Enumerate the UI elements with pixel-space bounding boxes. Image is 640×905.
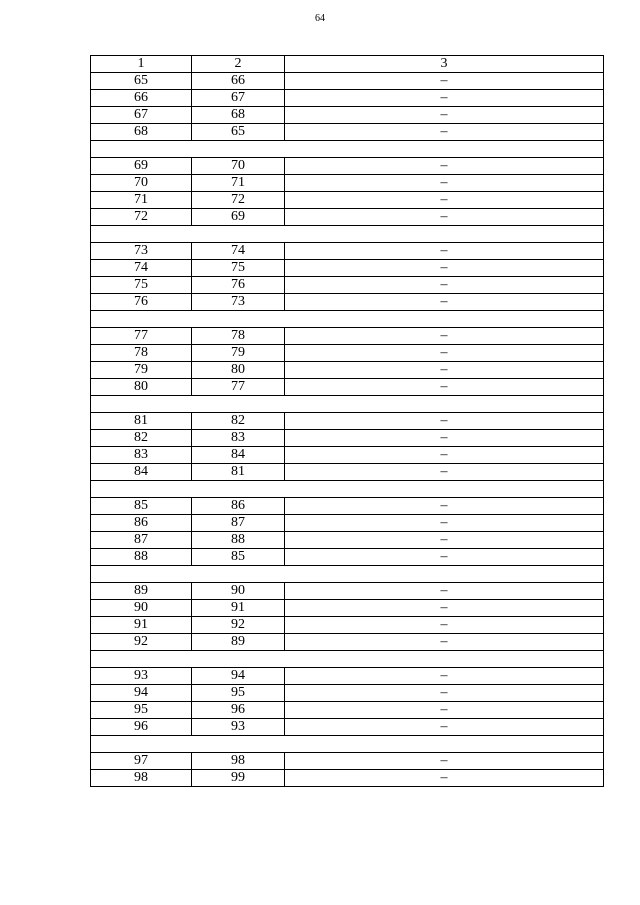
table-cell: 71 bbox=[192, 175, 285, 192]
table-cell: 87 bbox=[91, 532, 192, 549]
table-row bbox=[91, 532, 604, 549]
table-row bbox=[91, 685, 604, 702]
group-separator-row bbox=[91, 736, 604, 753]
table-row bbox=[91, 362, 604, 379]
table-cell: 79 bbox=[192, 345, 285, 362]
table-cell: 90 bbox=[192, 583, 285, 600]
column-header: 1 bbox=[91, 56, 192, 73]
table-row bbox=[91, 702, 604, 719]
table-cell: – bbox=[285, 379, 604, 396]
table-cell: 70 bbox=[192, 158, 285, 175]
table-cell: 78 bbox=[91, 345, 192, 362]
table-row bbox=[91, 328, 604, 345]
table-row bbox=[91, 719, 604, 736]
table-cell: 91 bbox=[91, 617, 192, 634]
table-cell: 69 bbox=[91, 158, 192, 175]
table-cell: 88 bbox=[91, 549, 192, 566]
table-row bbox=[91, 209, 604, 226]
table-cell: – bbox=[285, 719, 604, 736]
table-row bbox=[91, 753, 604, 770]
separator-cell bbox=[91, 226, 604, 243]
page-number: 64 bbox=[315, 13, 325, 24]
table-cell: 76 bbox=[192, 277, 285, 294]
table-row bbox=[91, 770, 604, 787]
group-separator-row bbox=[91, 396, 604, 413]
table-cell: – bbox=[285, 243, 604, 260]
table-cell: 65 bbox=[192, 124, 285, 141]
table-row bbox=[91, 430, 604, 447]
table-cell: 79 bbox=[91, 362, 192, 379]
table-row bbox=[91, 447, 604, 464]
table-cell: 65 bbox=[91, 73, 192, 90]
table-cell: 85 bbox=[192, 549, 285, 566]
table-cell: 68 bbox=[91, 124, 192, 141]
table-cell: 86 bbox=[91, 515, 192, 532]
table-cell: 92 bbox=[192, 617, 285, 634]
table-cell: – bbox=[285, 430, 604, 447]
table-cell: 67 bbox=[192, 90, 285, 107]
table-cell: – bbox=[285, 413, 604, 430]
group-separator-row bbox=[91, 566, 604, 583]
table-cell: 84 bbox=[192, 447, 285, 464]
table-cell: – bbox=[285, 583, 604, 600]
table-cell: 93 bbox=[91, 668, 192, 685]
table-row bbox=[91, 464, 604, 481]
table-cell: 82 bbox=[91, 430, 192, 447]
table-cell: 95 bbox=[91, 702, 192, 719]
table-cell: 92 bbox=[91, 634, 192, 651]
table-cell: – bbox=[285, 345, 604, 362]
table-row bbox=[91, 413, 604, 430]
table-row bbox=[91, 617, 604, 634]
table-cell: 89 bbox=[91, 583, 192, 600]
table-cell: – bbox=[285, 124, 604, 141]
table-cell: 71 bbox=[91, 192, 192, 209]
table-row bbox=[91, 549, 604, 566]
table-cell: – bbox=[285, 702, 604, 719]
table-row bbox=[91, 345, 604, 362]
table-cell: 72 bbox=[91, 209, 192, 226]
table-cell: 86 bbox=[192, 498, 285, 515]
table-cell: 73 bbox=[192, 294, 285, 311]
table-cell: 77 bbox=[91, 328, 192, 345]
separator-cell bbox=[91, 481, 604, 498]
table-cell: – bbox=[285, 158, 604, 175]
table-row bbox=[91, 583, 604, 600]
table-cell: – bbox=[285, 464, 604, 481]
group-separator-row bbox=[91, 226, 604, 243]
table-cell: – bbox=[285, 617, 604, 634]
table-cell: – bbox=[285, 532, 604, 549]
group-separator-row bbox=[91, 141, 604, 158]
table-cell: 82 bbox=[192, 413, 285, 430]
column-header: 2 bbox=[192, 56, 285, 73]
table-cell: 66 bbox=[192, 73, 285, 90]
table-header-row bbox=[91, 56, 604, 73]
table-cell: – bbox=[285, 90, 604, 107]
table-cell: – bbox=[285, 634, 604, 651]
table-cell: 96 bbox=[91, 719, 192, 736]
table-cell: 75 bbox=[91, 277, 192, 294]
table-cell: – bbox=[285, 685, 604, 702]
table-cell: 99 bbox=[192, 770, 285, 787]
table-row bbox=[91, 90, 604, 107]
table-cell: 70 bbox=[91, 175, 192, 192]
table-cell: 80 bbox=[192, 362, 285, 379]
table-cell: – bbox=[285, 73, 604, 90]
table-cell: 66 bbox=[91, 90, 192, 107]
table-cell: 76 bbox=[91, 294, 192, 311]
table-row bbox=[91, 107, 604, 124]
table-cell: – bbox=[285, 770, 604, 787]
separator-cell bbox=[91, 566, 604, 583]
table-cell: 72 bbox=[192, 192, 285, 209]
table-row bbox=[91, 192, 604, 209]
table-cell: 69 bbox=[192, 209, 285, 226]
table-cell: 98 bbox=[192, 753, 285, 770]
table-cell: 97 bbox=[91, 753, 192, 770]
table-cell: 84 bbox=[91, 464, 192, 481]
separator-cell bbox=[91, 311, 604, 328]
table-row bbox=[91, 158, 604, 175]
table-cell: 67 bbox=[91, 107, 192, 124]
group-separator-row bbox=[91, 311, 604, 328]
table-cell: 74 bbox=[91, 260, 192, 277]
table-cell: – bbox=[285, 209, 604, 226]
table-row bbox=[91, 515, 604, 532]
table-cell: – bbox=[285, 260, 604, 277]
table-cell: 87 bbox=[192, 515, 285, 532]
table-row bbox=[91, 175, 604, 192]
table-row bbox=[91, 600, 604, 617]
table-cell: 95 bbox=[192, 685, 285, 702]
group-separator-row bbox=[91, 481, 604, 498]
table-cell: 93 bbox=[192, 719, 285, 736]
table-cell: 83 bbox=[192, 430, 285, 447]
table-cell: – bbox=[285, 107, 604, 124]
table-cell: – bbox=[285, 600, 604, 617]
separator-cell bbox=[91, 396, 604, 413]
table-cell: 80 bbox=[91, 379, 192, 396]
table-row bbox=[91, 243, 604, 260]
table-row bbox=[91, 73, 604, 90]
table-cell: 94 bbox=[192, 668, 285, 685]
table-row bbox=[91, 668, 604, 685]
table-cell: 73 bbox=[91, 243, 192, 260]
table-cell: – bbox=[285, 294, 604, 311]
table-body bbox=[91, 56, 604, 787]
table-row bbox=[91, 498, 604, 515]
column-header: 3 bbox=[285, 56, 604, 73]
separator-cell bbox=[91, 651, 604, 668]
table-cell: 81 bbox=[91, 413, 192, 430]
table-cell: 68 bbox=[192, 107, 285, 124]
table-cell: – bbox=[285, 277, 604, 294]
table-row bbox=[91, 124, 604, 141]
table-cell: 88 bbox=[192, 532, 285, 549]
table-cell: 96 bbox=[192, 702, 285, 719]
table-row bbox=[91, 379, 604, 396]
table-row bbox=[91, 294, 604, 311]
table-cell: 91 bbox=[192, 600, 285, 617]
table-cell: – bbox=[285, 192, 604, 209]
table-cell: 90 bbox=[91, 600, 192, 617]
table-cell: – bbox=[285, 362, 604, 379]
table-cell: – bbox=[285, 447, 604, 464]
separator-cell bbox=[91, 736, 604, 753]
table-cell: – bbox=[285, 175, 604, 192]
table-cell: – bbox=[285, 668, 604, 685]
table-row bbox=[91, 634, 604, 651]
table-cell: 89 bbox=[192, 634, 285, 651]
table-cell: 94 bbox=[91, 685, 192, 702]
table-cell: – bbox=[285, 498, 604, 515]
table-cell: 85 bbox=[91, 498, 192, 515]
table-cell: 74 bbox=[192, 243, 285, 260]
table-row bbox=[91, 260, 604, 277]
separator-cell bbox=[91, 141, 604, 158]
data-table bbox=[90, 55, 604, 787]
table-cell: 81 bbox=[192, 464, 285, 481]
table-cell: 98 bbox=[91, 770, 192, 787]
table-cell: – bbox=[285, 328, 604, 345]
group-separator-row bbox=[91, 651, 604, 668]
table-row bbox=[91, 277, 604, 294]
table-cell: 77 bbox=[192, 379, 285, 396]
table-cell: 83 bbox=[91, 447, 192, 464]
table-cell: 78 bbox=[192, 328, 285, 345]
table-cell: – bbox=[285, 515, 604, 532]
table-cell: – bbox=[285, 549, 604, 566]
table-cell: – bbox=[285, 753, 604, 770]
table-cell: 75 bbox=[192, 260, 285, 277]
